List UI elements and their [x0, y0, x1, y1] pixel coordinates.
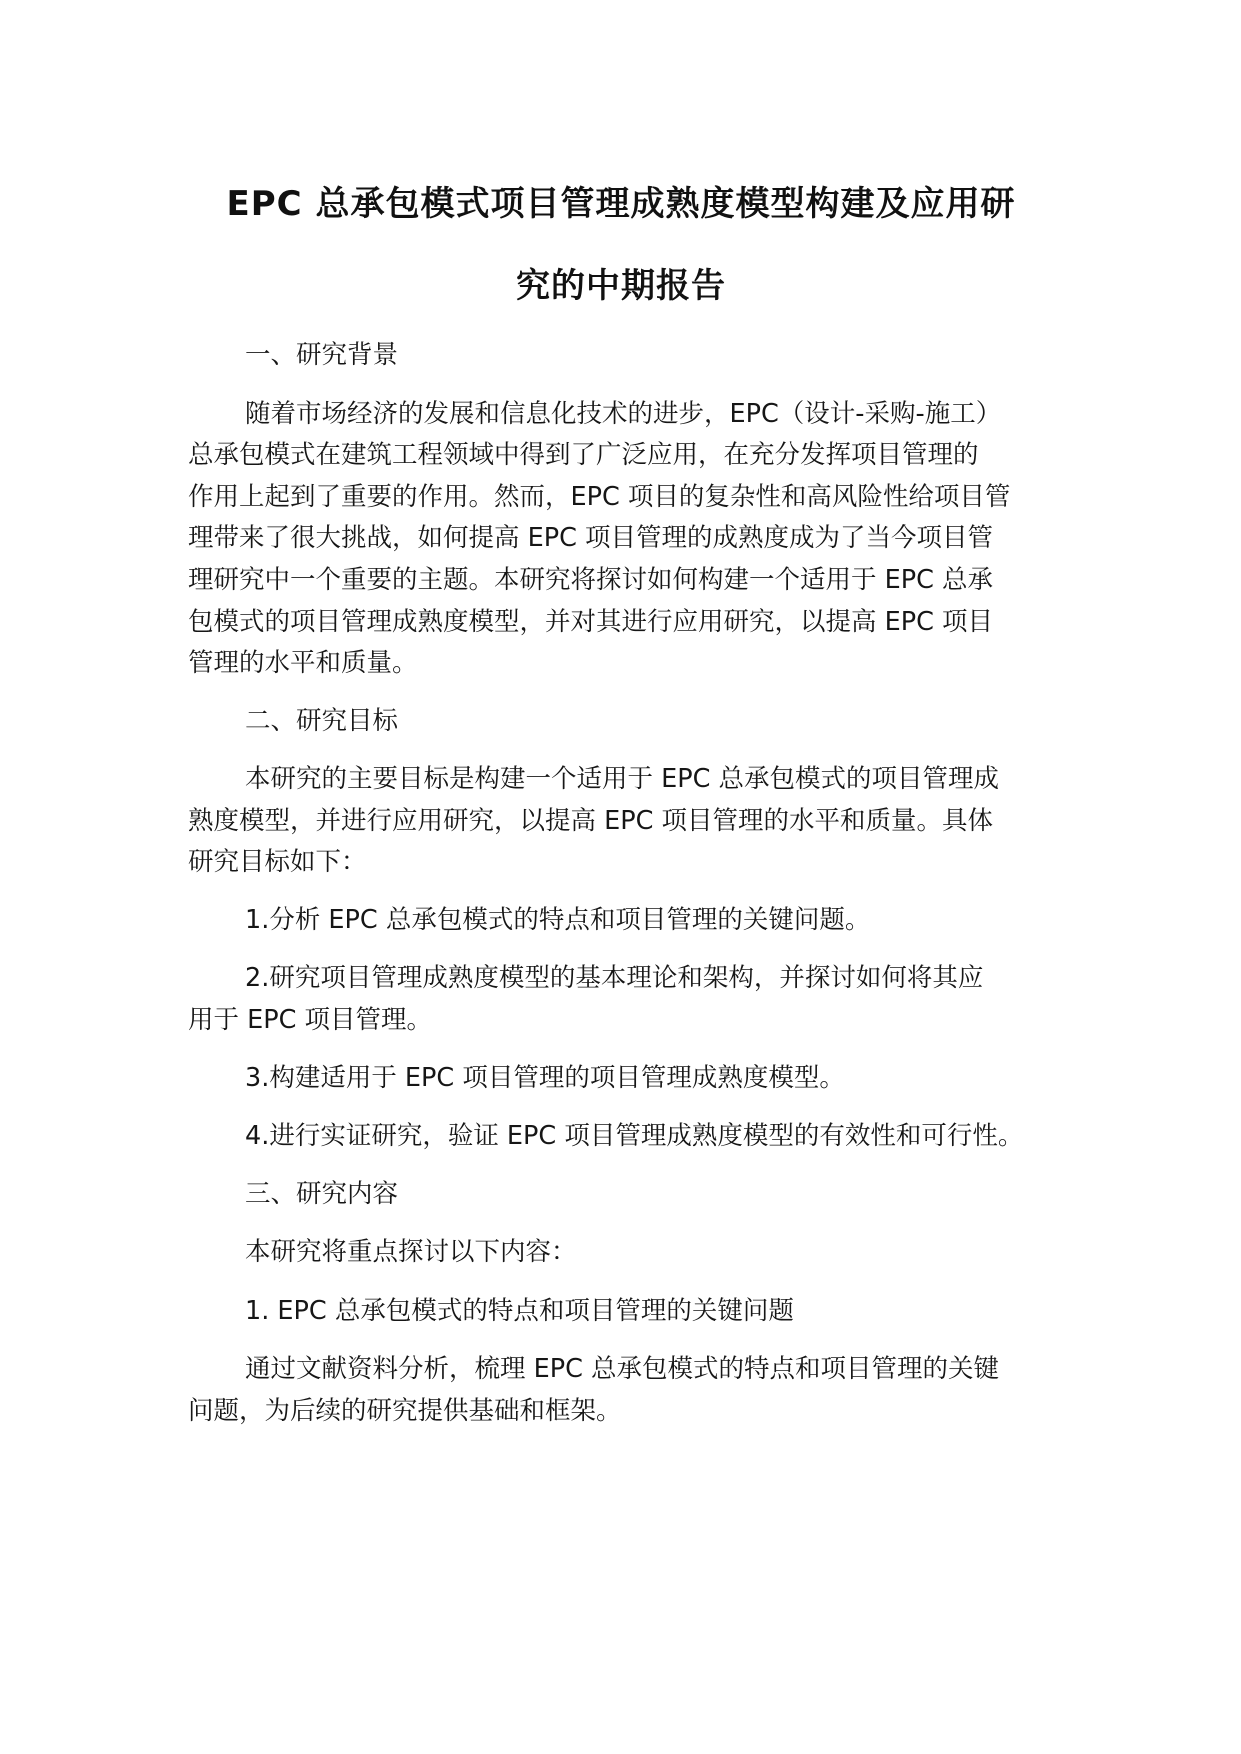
paragraph-line: 包模式的项目管理成熟度模型，并对其进行应用研究，以提高 EPC 项目	[188, 607, 994, 637]
paragraph-line: 研究目标如下：	[188, 847, 367, 877]
list-item: 4.进行实证研究，验证 EPC 项目管理成熟度模型的有效性和可行性。	[245, 1121, 1024, 1151]
document-title-line-1: EPC 总承包模式项目管理成熟度模型构建及应用研	[226, 184, 1016, 224]
list-item: 1.分析 EPC 总承包模式的特点和项目管理的关键问题。	[245, 905, 871, 935]
paragraph-line: 理研究中一个重要的主题。本研究将探讨如何构建一个适用于 EPC 总承	[188, 565, 994, 595]
document-title-line-2: 究的中期报告	[516, 266, 726, 306]
list-item-continuation: 用于 EPC 项目管理。	[188, 1005, 433, 1035]
paragraph-line: 熟度模型，并进行应用研究，以提高 EPC 项目管理的水平和质量。具体	[188, 806, 994, 836]
paragraph-line: 总承包模式在建筑工程领域中得到了广泛应用，在充分发挥项目管理的	[188, 440, 979, 470]
subsection-heading: 1. EPC 总承包模式的特点和项目管理的关键问题	[245, 1296, 794, 1326]
paragraph-line: 作用上起到了重要的作用。然而，EPC 项目的复杂性和高风险性给项目管	[188, 482, 1011, 512]
section-heading-content: 三、研究内容	[245, 1179, 399, 1209]
paragraph-line: 通过文献资料分析，梳理 EPC 总承包模式的特点和项目管理的关键	[245, 1354, 1000, 1384]
paragraph-line: 问题，为后续的研究提供基础和框架。	[188, 1396, 622, 1426]
section-heading-background: 一、研究背景	[245, 340, 399, 370]
paragraph-line: 随着市场经济的发展和信息化技术的进步，EPC（设计-采购-施工）	[245, 399, 1002, 429]
list-item: 2.研究项目管理成熟度模型的基本理论和架构，并探讨如何将其应	[245, 963, 984, 993]
list-item: 3.构建适用于 EPC 项目管理的项目管理成熟度模型。	[245, 1063, 845, 1093]
paragraph-line: 理带来了很大挑战，如何提高 EPC 项目管理的成熟度成为了当今项目管	[188, 523, 994, 553]
paragraph-line: 管理的水平和质量。	[188, 648, 418, 678]
section-heading-goals: 二、研究目标	[245, 706, 399, 736]
paragraph-line: 本研究将重点探讨以下内容：	[245, 1237, 577, 1267]
paragraph-line: 本研究的主要目标是构建一个适用于 EPC 总承包模式的项目管理成	[245, 764, 1000, 794]
